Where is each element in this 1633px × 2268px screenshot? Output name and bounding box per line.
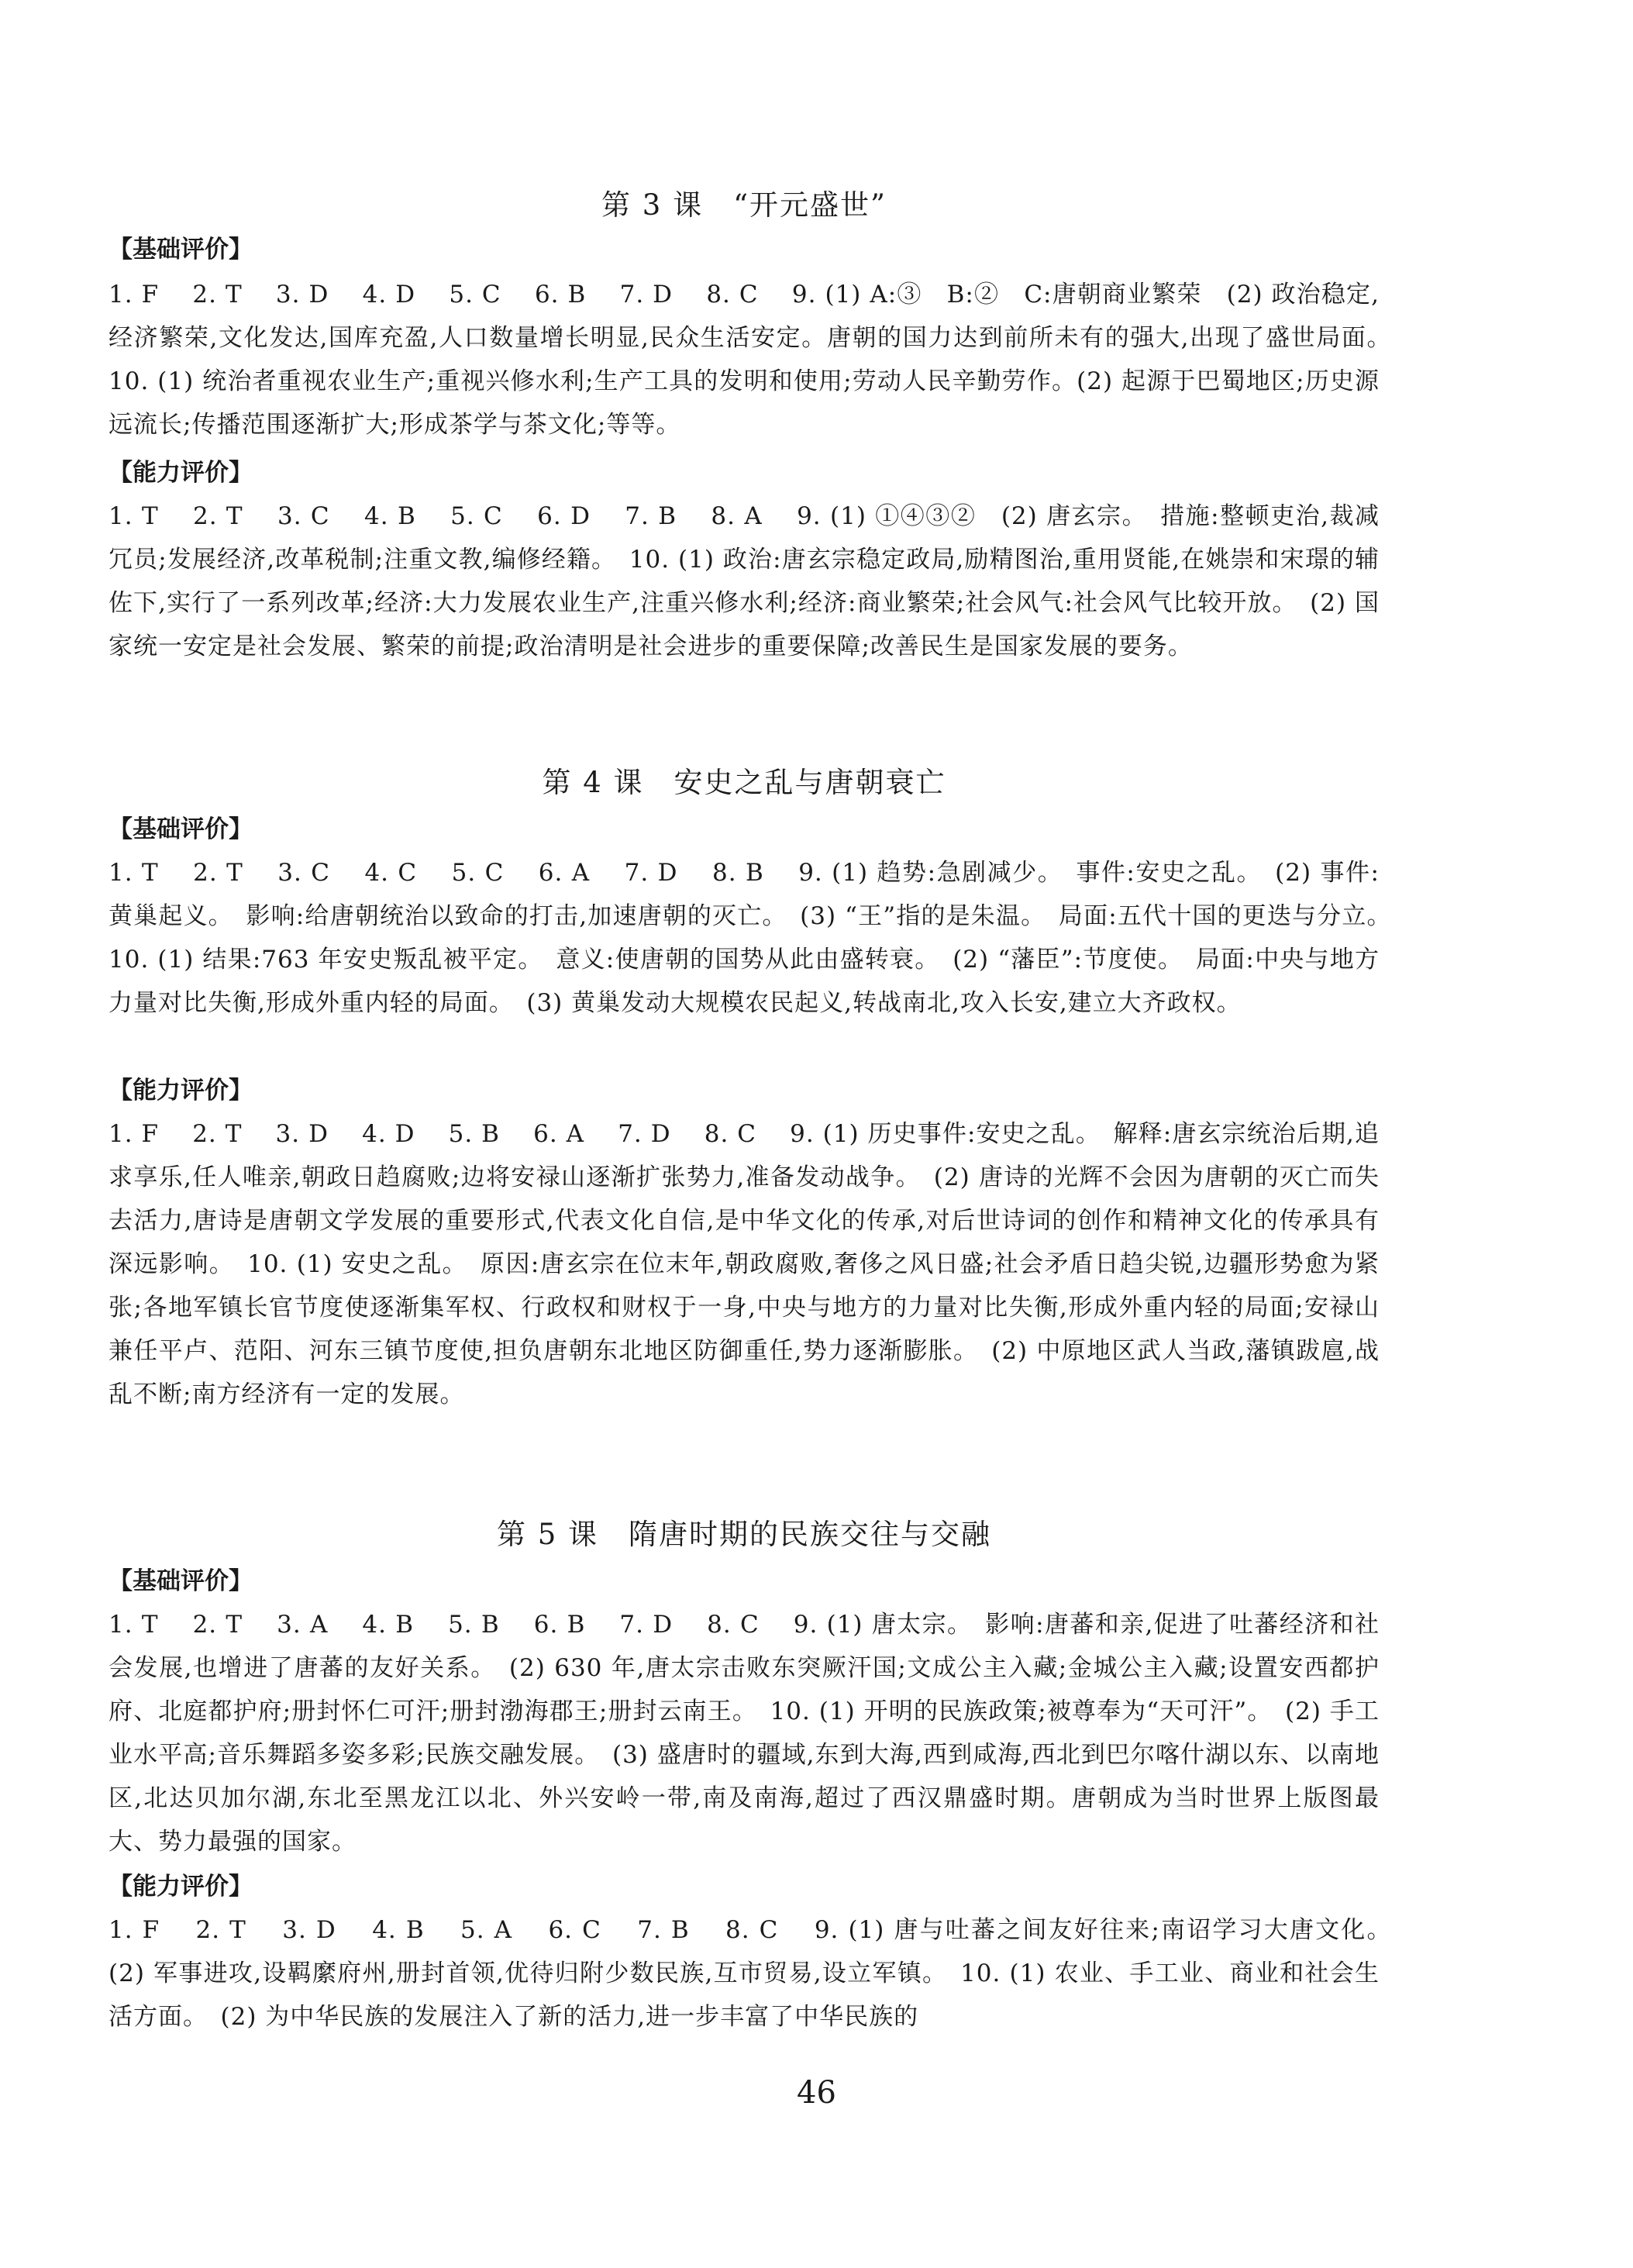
lesson-4-basic-answers: 1. T 2. T 3. C 4. C 5. C 6. A 7. D 8. B 9. (1) 趋势:急剧减少。 事件:安史之乱。 (2) 事件:黄巢起义。 影响:给唐朝统治以致命的打击,加速唐朝的灭亡。 (3) “王”指的是朱温。 局面:五代十国的更迭与分立。 10. (1) 结果:763 年安史叛乱被平定。 意义:使唐朝的国势从此由盛转衰。 (2) “藩臣”:节度使。 局面:中央与地方力量对比失衡,形成外重内轻的局面。 (3) 黄巢发动大规模农民起义,转战南北,攻入长安,建立大齐政权。	[109, 859, 1404, 1017]
page-number: 46	[797, 2075, 836, 2111]
lesson-5-basic-label: 【基础评价】	[109, 1567, 253, 1595]
lesson-4-basic-label: 【基础评价】	[109, 815, 253, 843]
lesson-4-title: 第 4 课 安史之乱与唐朝衰亡	[542, 766, 946, 799]
lesson-3-basic-label: 【基础评价】	[109, 236, 253, 264]
lesson-5-title: 第 5 课 隋唐时期的民族交往与交融	[496, 1518, 992, 1551]
lesson-5-basic-answers: 1. T 2. T 3. A 4. B 5. B 6. B 7. D 8. C 9. (1) 唐太宗。 影响:唐蕃和亲,促进了吐蕃经济和社会发展,也增进了唐蕃的友好关系。 (2) 630 年,唐太宗击败东突厥汗国;文成公主入藏;金城公主入藏;设置安西都护府、北庭都护府;册封怀仁可汗;册封渤海郡王;册封云南王。 10. (1) 开明的民族政策;被尊奉为“天可汗”。 (2) 手工业水平高;音乐舞蹈多姿多彩;民族交融发展。 (3) 盛唐时的疆域,东到大海,西到咸海,西北到巴尔喀什湖以东、以南地区,北达贝加尔湖,东北至黑龙江以北、外兴安岭一带,南及南海,超过了西汉鼎盛时期。唐朝成为当时世界上版图最大、势力最强的国家。	[109, 1611, 1380, 1856]
lesson-4-ability-answers: 1. F 2. T 3. D 4. D 5. B 6. A 7. D 8. C 9. (1) 历史事件:安史之乱。 解释:唐玄宗统治后期,追求享乐,任人唯亲,朝政日趋腐败;边将安禄山逐渐扩张势力,准备发动战争。 (2) 唐诗的光辉不会因为唐朝的灭亡而失去活力,唐诗是唐朝文学发展的重要形式,代表文化自信,是中华文化的传承,对后世诗词的创作和精神文化的传承具有深远影响。 10. (1) 安史之乱。 原因:唐玄宗在位末年,朝政腐败,奢侈之风日盛;社会矛盾日趋尖锐,边疆形势愈为紧张;各地军镇长官节度使逐渐集军权、行政权和财权于一身,中央与地方的力量对比失衡,形成外重内轻的局面;安禄山兼任平卢、范阳、河东三镇节度使,担负唐朝东北地区防御重任,势力逐渐膨胀。 (2) 中原地区武人当政,藩镇跋扈,战乱不断;南方经济有一定的发展。	[109, 1120, 1380, 1408]
lesson-5-ability-label: 【能力评价】	[109, 1873, 253, 1901]
lesson-3-ability-label: 【能力评价】	[109, 459, 253, 487]
lesson-4-ability-label: 【能力评价】	[109, 1077, 253, 1105]
lesson-3-ability-answers: 1. T 2. T 3. C 4. B 5. C 6. D 7. B 8. A 9. (1) ①④③② (2) 唐玄宗。 措施:整顿吏治,裁减冗员;发展经济,改革税制;注重文教,编修经籍。 10. (1) 政治:唐玄宗稳定政局,励精图治,重用贤能,在姚崇和宋璟的辅佐下,实行了一系列改革;经济:大力发展农业生产,注重兴修水利;经济:商业繁荣;社会风气:社会风气比较开放。 (2) 国家统一安定是社会发展、繁荣的前提;政治清明是社会进步的重要保障;改善民生是国家发展的要务。	[109, 502, 1380, 660]
lesson-3-title: 第 3 课 “开元盛世”	[601, 188, 887, 222]
lesson-5-ability-answers: 1. F 2. T 3. D 4. B 5. A 6. C 7. B 8. C 9. (1) 唐与吐蕃之间友好往来;南诏学习大唐文化。 (2) 军事进攻,设羁縻府州,册封首领,优待归附少数民族,互市贸易,设立军镇。 10. (1) 农业、手工业、商业和社会生活方面。 (2) 为中华民族的发展注入了新的活力,进一步丰富了中华民族的	[109, 1916, 1404, 2031]
lesson-3-basic-answers: 1. F 2. T 3. D 4. D 5. C 6. B 7. D 8. C 9. (1) A:③ B:② C:唐朝商业繁荣 (2) 政治稳定,经济繁荣,文化发达,国库充盈,人口数量增长明显,民众生活安定。唐朝的国力达到前所未有的强大,出现了盛世局面。 10. (1) 统治者重视农业生产;重视兴修水利;生产工具的发明和使用;劳动人民辛勤劳作。(2) 起源于巴蜀地区;历史源远流长;传播范围逐渐扩大;形成茶学与茶文化;等等。	[109, 281, 1404, 439]
